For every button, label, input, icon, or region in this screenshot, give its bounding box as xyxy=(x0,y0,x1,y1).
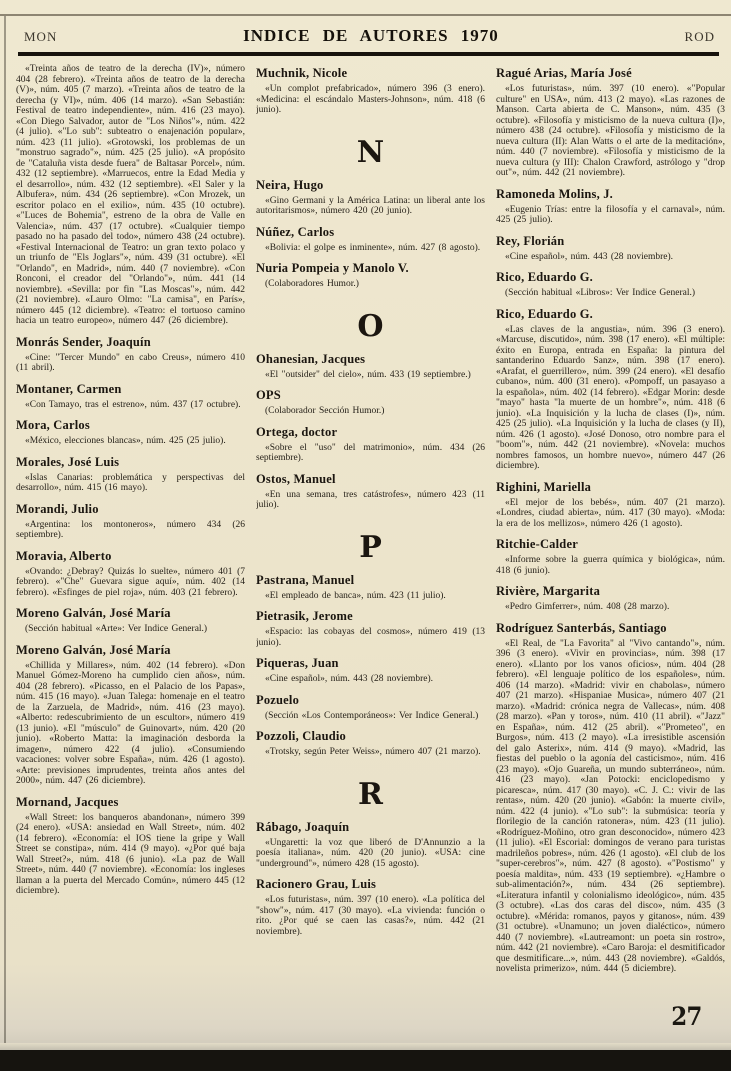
author-heading: Rico, Eduardo G. xyxy=(496,306,593,321)
index-paragraph: «El "outsider" del cielo», núm. 433 (19 septiembre.) xyxy=(265,369,471,380)
author-heading: Rodríguez Santerbás, Santiago xyxy=(496,620,667,635)
author-heading: Moreno Galván, José María xyxy=(16,606,171,620)
author-heading: Mornand, Jacques xyxy=(16,794,119,809)
author-heading: Rico, Eduardo G. xyxy=(496,270,593,284)
section-letter: P xyxy=(359,529,382,565)
index-paragraph: «El Real, de "La Favorita" al "Vivo cantando"», núm. 396 (3 enero). «Vivir en provincias», núm. 398 (17 enero). «Llanto por los vanos oficios», núm. 404 (28 febrero). «El lenguaje político de los españoles», núm. 406 (14 marzo). «Madrid: vivir en chabolas», número 407 (21 marzo). «Hispaniae Musica», número 407 (21 marzo). «Madrid: crónica negra de Vallecas», núm. 408 (28 marzo). «Pan y toros», núm. 410 (11 abril). «"Jazz" en España», núm. 412 (25 abril). «"Prometeo", en Burgos», núm. 413 (2 mayo). «La irresistible ascensión del galo Asterix», núm. 414 (9 mayo). «Madrid, las fiestas del pueblo o la agonía del casticismo», núm. 416 (23 mayo). «Ojo Guareña, un mundo subterráneo», núm. 416 (23 mayo). «Jan Potocki: enciclopedismo y picaresca», núm. 417 (30 mayo). «C. J. C.: vivir de las rentas», núm. 420 (20 junio). «Gabón: la muerte civil», núm. 422 (4 junio). «"Lo sub": la submúsica: teoría y florilegio de la canción ratonera», núm. 423 (11 julio). «Rodríguez-Moñino, otro gran desconocido», número 423 (11 julio). «El Escorial: domingos de verano para turistas madrileños pobres», núm. 426 (1 agosto). «El club de los "super-cerebros"», núm. 427 (8 agosto). «"Postismo" y poesía maldita», núm. 433 (19 septiembre). «¿Hambre o sub-alimentación?», núm. 434 (26 septiembre). «Literatura infantil y colonialismo ideológico», núm. 435 (3 octubre). «Las dos caras del disco», núm. 435 (3 octubre). «Mérida: romanos, payos y gitanos», núm. 439 (31 octubre). «Unamuno; un joven dialéctico», número 440 (7 noviembre). «Lautreamont: un poeta sin rostro», núm. 442 (21 noviembre). «Caro Baroja: el desmitificador que desmitificare...», núm. 443 (28 noviembre). «Galdós, novelista primerizo», núm. 444 (5 diciembre). xyxy=(496,638,725,974)
index-paragraph: «Cine español», núm. 443 (28 noviembre). xyxy=(505,251,674,262)
author-heading: Pastrana, Manuel xyxy=(256,572,355,587)
scan-bottom-shadow xyxy=(0,1043,731,1050)
index-paragraph: (Colaborador Sección Humor.) xyxy=(265,406,385,416)
author-heading: Mora, Carlos xyxy=(16,418,90,432)
index-paragraph: «Ungaretti: la voz que liberó de D'Annunzio a la poesía italiana», núm. 420 (20 junio). «USA: cine "underground"», número 428 (15 agosto). xyxy=(256,837,485,869)
author-heading: Pozzoli, Claudio xyxy=(256,729,347,743)
index-paragraph: «Argentina: los montoneros», número 434 (26 septiembre). xyxy=(16,519,245,540)
index-paragraph: «Treinta años de teatro de la derecha (IV)», número 404 (28 febrero). «Treinta años de teatro de la derecha (V)», núm. 405 (7 marzo). «Treinta años de teatro de la derecha (y VI)», núm. 406 (14 marzo). «San Sebastián: Festival de teatro independiente», núm. 416 (23 mayo). «Con Diego Salvador, autor de "Los Niños"», núm. 422 (4 julio). «"Lo sub": subteatro o enajenación popular», núm. 423 (11 julio). «Grotowski, los problemas de un "monstruo sagrado"», núm. 425 (25 julio). «A propósito de "Cataluña vista desde fuera" de Baltasar Porcel», núm. 432 (12 septiembre). «Marruecos, entre la Edad Media y el desarrollo», núm. 432 (12 septiembre). «El Saler y la Albufera», núm. 434 (26 septiembre). «Con Mrozek, un escritor polaco en el exilio», núm. 435 (10 octubre). «"Luces de Bohemia", estreno de la obra de Valle en Valencia», núm. 437 (17 octubre). «Cualquier tiempo pasado no ha pasado del todo», número 438 (24 octubre). «Festival Internacional de Teatro: un gran texto polaco y un triunfo de "Els Joglars"», núm. 439 (31 octubre). «El "Orlando", en Madrid», núm. 440 (7 noviembre). «Con Ronconi, el creador del "Orlando"», núm. 441 (14 noviembre). «Sevilla: por fin "Las Moscas"», núm. 442 (21 noviembre). «Lauro Olmo: "La camisa", en París», número 445 (12 diciembre). «Teatro: el tortuoso camino hacia un teatro europeo», número 447 (26 diciembre). xyxy=(16,64,245,326)
scan-bottom-edge xyxy=(0,1050,731,1071)
author-heading: Righini, Mariella xyxy=(496,479,592,494)
header-catchword-right: ROD xyxy=(684,29,715,44)
index-paragraph: (Sección habitual «Arte»: Ver Indice General.) xyxy=(25,624,208,634)
header-catchword-left: MON xyxy=(24,29,58,44)
index-paragraph: «Islas Canarias: problemática y perspectivas del desarrollo», núm. 415 (16 mayo). xyxy=(16,472,245,493)
index-paragraph: (Colaboradores Humor.) xyxy=(265,279,359,289)
section-letter: O xyxy=(357,308,384,344)
index-paragraph: «Wall Street: los banqueros abandonan», número 399 (24 enero). «USA: ansiedad en Wall Street», núm. 402 (14 febrero). «Economía: el IOS tiene la gripe y Wall Street se constipa», núm. 414 (9 mayo). «¿Por qué baja Wall Street?», núm. 418 (6 junio). «La paz de Wall Street», núm. 440 (7 noviembre). «Economía: los ingleses llaman a la puerta del Mercado Común», número 445 (12 diciembre). xyxy=(16,812,245,896)
author-heading: Ostos, Manuel xyxy=(256,471,336,486)
index-column-2 xyxy=(256,64,485,1048)
index-paragraph: «En una semana, tres catástrofes», número 423 (11 julio). xyxy=(256,489,485,510)
index-paragraph: (Sección habitual «Libros»: Ver Indice General.) xyxy=(505,288,696,298)
index-paragraph: «El empleado de banca», núm. 423 (11 julio). xyxy=(265,590,446,601)
author-heading: Pietrasik, Jerome xyxy=(256,609,353,623)
index-paragraph: (Sección «Los Contemporáneos»: Ver Indice General.) xyxy=(265,710,479,721)
index-paragraph: «Los futuristas», núm. 397 (10 enero). «La política del "show"», núm. 417 (30 mayo). «La vivienda: función o rito. ¿Por qué se caen las casas?», núm. 442 (21 noviembre). xyxy=(256,895,485,937)
author-heading: Ohanesian, Jacques xyxy=(256,351,366,366)
author-heading: Ragué Arias, María José xyxy=(496,66,632,80)
index-paragraph: «Cine español», núm. 443 (28 noviembre). xyxy=(265,674,434,684)
author-heading: Piqueras, Juan xyxy=(256,656,339,670)
author-heading: Ramoneda Molins, J. xyxy=(496,186,614,201)
index-paragraph: «Pedro Gimferrer», núm. 408 (28 marzo). xyxy=(505,602,670,612)
page-number: 27 xyxy=(671,1002,702,1031)
author-heading: Racionero Grau, Luis xyxy=(256,877,377,891)
index-paragraph: «Sobre el "uso" del matrimonio», núm. 434 (26 septiembre). xyxy=(256,442,485,463)
author-heading: Moreno Galván, José María xyxy=(16,642,171,657)
index-paragraph: «Bolivia: el golpe es inminente», núm. 427 (8 agosto). xyxy=(265,242,481,253)
page-title: INDICE DE AUTORES 1970 xyxy=(243,26,499,45)
author-heading: Moravia, Alberto xyxy=(16,548,112,563)
author-heading: Morandi, Julio xyxy=(16,501,99,516)
author-heading: Montaner, Carmen xyxy=(16,381,122,396)
author-heading: Ritchie-Calder xyxy=(496,537,578,551)
author-heading: Rivière, Margarita xyxy=(496,584,601,598)
index-paragraph: «Espacio: las cobayas del cosmos», número 419 (13 junio). xyxy=(256,627,485,648)
section-letter: N xyxy=(356,134,385,170)
author-heading: Ortega, doctor xyxy=(256,424,338,439)
author-heading: Neira, Hugo xyxy=(256,177,324,192)
author-heading: Pozuelo xyxy=(256,692,300,707)
section-letter: R xyxy=(358,776,383,812)
index-paragraph: «Eugenio Trías: entre la filosofía y el carnaval», núm. 425 (25 julio). xyxy=(496,204,725,225)
author-heading: Rey, Florián xyxy=(496,233,565,248)
index-columns xyxy=(16,64,725,1048)
author-heading: Monrás Sender, Joaquín xyxy=(16,334,151,349)
author-heading: Morales, José Luis xyxy=(16,454,120,469)
author-heading: Rábago, Joaquín xyxy=(256,819,350,834)
scan-left-edge xyxy=(4,16,6,1048)
index-paragraph: «Gino Germani y la América Latina: un liberal ante los autoritarismos», número 420 (20 junio). xyxy=(256,195,485,216)
page-header xyxy=(24,26,715,46)
index-paragraph: «Informe sobre la guerra química y biológica», núm. 418 (6 junio). xyxy=(496,555,725,576)
author-heading: OPS xyxy=(256,388,281,402)
index-paragraph: «Un complot prefabricado», número 396 (3 enero). «Medicina: el escándalo Masters-Johnson», núm. 418 (6 junio). xyxy=(256,84,485,115)
index-paragraph: «México, elecciones blancas», núm. 425 (25 julio). xyxy=(25,436,226,446)
index-paragraph: «Cine: "Tercer Mundo" en cabo Creus», número 410 (11 abril). xyxy=(16,352,245,373)
index-paragraph: «Las claves de la angustia», núm. 396 (3 enero). «Marcuse, discutido», núm. 398 (17 enero). «El múltiple: éxito en Europa, entrada en España: la pintura del santanderino Eduardo Sanz», núm. 398 (17 enero). «Arafat, el guerrillero», núm. 399 (24 enero). «El desafío cubano», núm. 400 (31 enero). «Pompoff, un pasayaso a la española», núm. 402 (14 febrero). «Edgar Morin: desde "mayo" hasta "la muerte de un hombre"», núm. 418 (6 junio). «La Inquisición y la lucha de clases (I)», núm. 425 (25 julio). «La Inquisición y la lucha de clases (y II), núm. 426 (1 agosto). «José Donoso, otro nombre para el "boom"», núm. 442 (21 noviembre). «Novela: muchos nombres famosos, un hombre nuevo», número 447 (26 diciembre). xyxy=(496,324,725,471)
author-heading: Muchnik, Nicole xyxy=(256,66,348,80)
index-column-1 xyxy=(16,64,245,1048)
scan-top-edge xyxy=(0,14,731,16)
index-paragraph: «Con Tamayo, tras el estreno», núm. 437 (17 octubre). xyxy=(25,399,241,410)
author-heading: Núñez, Carlos xyxy=(256,224,335,239)
index-paragraph: «Trotsky, según Peter Weiss», número 407 (21 marzo). xyxy=(265,747,481,757)
index-paragraph: «Ovando: ¿Debray? Quizás lo suelte», número 401 (7 febrero). «"Che" Guevara sigue aquí», núm. 402 (14 febrero). «Esfinges de piel roja», núm. 403 (21 febrero). xyxy=(16,566,245,598)
index-paragraph: «Chillida y Millares», núm. 402 (14 febrero). «Don Manuel Gómez-Moreno ha cumplido cien años», núm. 404 (28 febrero). «Picasso, en el Palacio de los Papas», núm. 415 (16 mayo). «Juan Talega: homenaje en el teatro de la Zarzuela, de Madrid», núm. 416 (23 mayo). «Alberto: redescubrimiento de un escultor», número 419 (13 junio). «El "músculo" de Guinovart», núm. 420 (20 junio). «Roberto Matta: la imaginación desborda la imagen», número 422 (4 julio). «Consumiendo vacaciones: volver sobre España», núm. 426 (1 agosto). «Arte: previsiones imprudentes, treinta años antes del 2000», núm. 447 (26 diciembre). xyxy=(16,660,245,786)
index-paragraph: «Los futuristas», núm. 397 (10 enero). «"Popular culture" en USA», núm. 413 (2 mayo). «Las razones de Manson. Carta abierta de C. Manson», núm. 435 (3 octubre). «Filosofía y misticismo de la nueva cultura (I)», número 438 (24 octubre). «Filosofía y misticismo de la nueva cultura (II): Alan Watts o el arte de la meditación», núm. 440 (7 noviembre). «Filosofía y misticismo de la nueva cultura (y III): Chalon Crawford, astrólogo y "drop out"», núm. 442 (21 noviembre). xyxy=(496,84,725,178)
index-paragraph: «El mejor de los bebés», núm. 407 (21 marzo). «Londres, ciudad abierta», núm. 417 (30 mayo). «Moda: la era de los mellizos», número 426 (1 agosto). xyxy=(496,497,725,529)
header-rule xyxy=(18,52,719,56)
author-heading: Nuria Pompeia y Manolo V. xyxy=(256,261,409,275)
index-column-3 xyxy=(496,64,725,1048)
